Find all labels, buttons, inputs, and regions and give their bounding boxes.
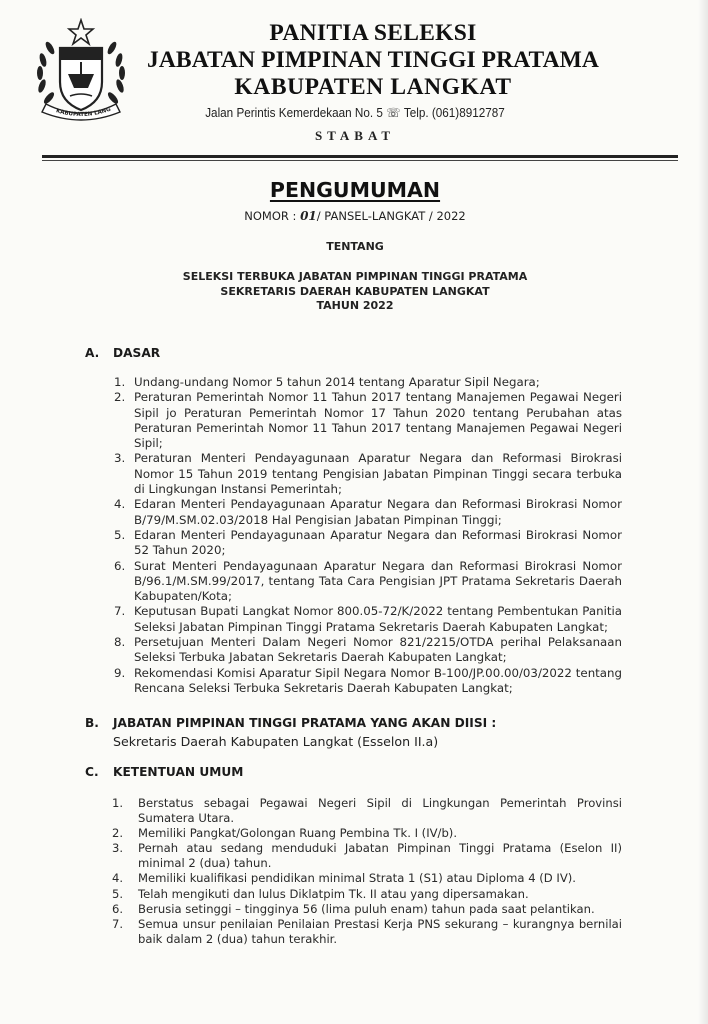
langkat-regency-logo (30, 18, 132, 122)
section-a-letter: A. (85, 346, 100, 360)
list-item-number: 5. (114, 527, 126, 542)
list-item (114, 635, 622, 666)
list-item (112, 916, 622, 947)
list-item-number: 6. (112, 901, 124, 916)
letter-number-prefix: NOMOR : (244, 209, 301, 223)
section-b-title: JABATAN PIMPINAN TINGGI PRATAMA YANG AKAN DIISI : (113, 716, 497, 730)
list-item (112, 841, 622, 871)
list-item-text: Keputusan Bupati Langkat Nomor 800.05-72/K/2022 tentang Pembentukan Panitia Seleksi Jabatan Pimpinan Tinggi Pratama Sekretaris Daerah Kabupaten Langkat; (134, 604, 622, 634)
letterhead-city: STABAT (314, 128, 396, 143)
list-item (114, 665, 622, 697)
list-item-number: 8. (114, 635, 126, 650)
section-b-letter: B. (85, 716, 99, 730)
list-item-text: Edaran Menteri Pendayagunaan Aparatur Negara dan Reformasi Birokrasi Nomor 52 Tahun 2020; (134, 527, 622, 558)
list-item-number: 3. (112, 841, 124, 856)
svg-text:KABUPATEN LANGKAT: KABUPATEN LANG (55, 106, 112, 119)
list-item-number: 6. (114, 558, 126, 573)
letterhead (128, 20, 618, 101)
section-c-letter: C. (85, 765, 99, 779)
list-item (114, 390, 622, 451)
list-item-text: Pernah atau sedang menduduki Jabatan Pimpinan Tinggi Pratama (Eselon II) minimal 2 (dua) tahun. (138, 841, 622, 871)
letter-number-suffix: / PANSEL-LANGKAT / 2022 (316, 209, 466, 223)
list-item-text: Berstatus sebagai Pegawai Negeri Sipil di Lingkungan Pemerintah Provinsi Sumatera Utara. (138, 796, 622, 826)
announcement-title (150, 178, 560, 202)
letter-number (150, 209, 560, 223)
list-item (114, 451, 622, 497)
list-item-text: Semua unsur penilaian Penilaian Prestasi Kerja PNS sekurang – kurangnya bernilai baik dalam 2 (dua) tahun terakhir. (138, 916, 622, 946)
list-item (112, 796, 622, 826)
list-item-text: Persetujuan Menteri Dalam Negeri Nomor 821/2215/OTDA perihal Pelaksanaan Seleksi Terbuka Jabatan Sekretaris Daerah Kabupaten Langkat; (134, 635, 622, 665)
list-item-number: 7. (112, 916, 124, 931)
letterhead-line-2: JABATAN PIMPINAN TINGGI PRATAMA (147, 47, 599, 73)
list-item (114, 497, 622, 528)
list-item-text: Rekomendasi Komisi Aparatur Sipil Negara Nomor B-100/JP.00.00/03/2022 tentang Rencana Seleksi Terbuka Sekretaris Daerah Kabupaten Langkat; (134, 665, 622, 695)
list-item-number: 1. (114, 375, 126, 389)
letter-number-handwritten: 01 (300, 209, 317, 223)
section-c-list (112, 796, 622, 947)
section-a-title: DASAR (113, 346, 161, 360)
list-item (112, 826, 622, 841)
list-item (112, 886, 622, 902)
subject-line-3: TAHUN 2022 (316, 299, 394, 313)
list-item (112, 901, 622, 917)
list-item (114, 527, 622, 559)
subject-line-1: SELEKSI TERBUKA JABATAN PIMPINAN TINGGI PRATAMA (182, 270, 528, 283)
list-item-text: Memiliki kualifikasi pendidikan minimal Strata 1 (S1) atau Diploma 4 (D IV). (138, 871, 576, 886)
list-item (114, 375, 622, 390)
list-item-text: Undang-undang Nomor 5 tahun 2014 tentang Aparatur Sipil Negara; (134, 375, 540, 389)
letterhead-rule-thin (42, 160, 678, 161)
announcement-title-text: PENGUMUMAN (269, 178, 441, 202)
list-item-number: 2. (114, 390, 126, 405)
list-item-number: 4. (114, 497, 126, 512)
letterhead-line-3: KABUPATEN LANGKAT (234, 74, 512, 100)
announcement-subject (110, 270, 600, 314)
list-item-text: Berusia setinggi – tingginya 56 (lima puluh enam) tahun pada saat pelantikan. (138, 901, 595, 916)
letterhead-rule-thick (42, 155, 678, 158)
letterhead-address: Jalan Perintis Kemerdekaan No. 5 ☏ Telp. (061)8912787 (205, 106, 505, 120)
list-item-number: 4. (112, 871, 124, 886)
tentang-label: TENTANG (326, 240, 384, 253)
list-item-text: Memiliki Pangkat/Golongan Ruang Pembina Tk. I (IV/b). (138, 826, 458, 841)
list-item-number: 2. (112, 826, 124, 841)
subject-line-2: SEKRETARIS DAERAH KABUPATEN LANGKAT (220, 284, 490, 298)
list-item-text: Peraturan Menteri Pendayagunaan Aparatur Negara dan Reformasi Birokrasi Nomor 15 Tahun 2019 tentang Pengisian Jabatan Pimpinan Tinggi secara terbuka di Lingkungan Instansi Pemerintah; (134, 451, 622, 497)
section-c-title: KETENTUAN UMUM (113, 765, 244, 779)
section-b-position: Sekretaris Daerah Kabupaten Langkat (Esselon II.a) (113, 734, 439, 749)
list-item-number: 7. (114, 604, 126, 619)
list-item-number: 9. (114, 665, 126, 680)
list-item-number: 3. (114, 451, 126, 466)
page-edge-shadow (698, 0, 708, 1024)
letterhead-line-1: PANITIA SELEKSI (269, 20, 477, 46)
list-item-number: 1. (112, 796, 124, 810)
list-item (114, 604, 622, 635)
list-item (114, 558, 622, 605)
list-item-text: Surat Menteri Pendayagunaan Aparatur Negara dan Reformasi Birokrasi Nomor B/96.1/M.SM.99/2017, tentang Tata Cara Pengisian JPT Pratama Sekretaris Daerah Kabupaten/Kota; (134, 558, 622, 604)
list-item-number: 5. (112, 886, 124, 901)
list-item-text: Peraturan Pemerintah Nomor 11 Tahun 2017 tentang Manajemen Pegawai Negeri Sipil jo Peraturan Pemerintah Nomor 17 Tahun 2020 tentang Perubahan atas Peraturan Pemerintah Nomor 11 Tahun 2017 tentang Manajemen Pegawai Negeri Sipil; (134, 390, 622, 451)
list-item-text: Telah mengikuti dan lulus Diklatpim Tk. II atau yang dipersamakan. (138, 886, 529, 901)
list-item (112, 871, 622, 886)
section-a-list (114, 375, 622, 696)
list-item-text: Edaran Menteri Pendayagunaan Aparatur Negara dan Reformasi Birokrasi Nomor B/79/M.SM.02.03/2018 Hal Pengisian Jabatan Pimpinan Tinggi; (134, 497, 622, 527)
